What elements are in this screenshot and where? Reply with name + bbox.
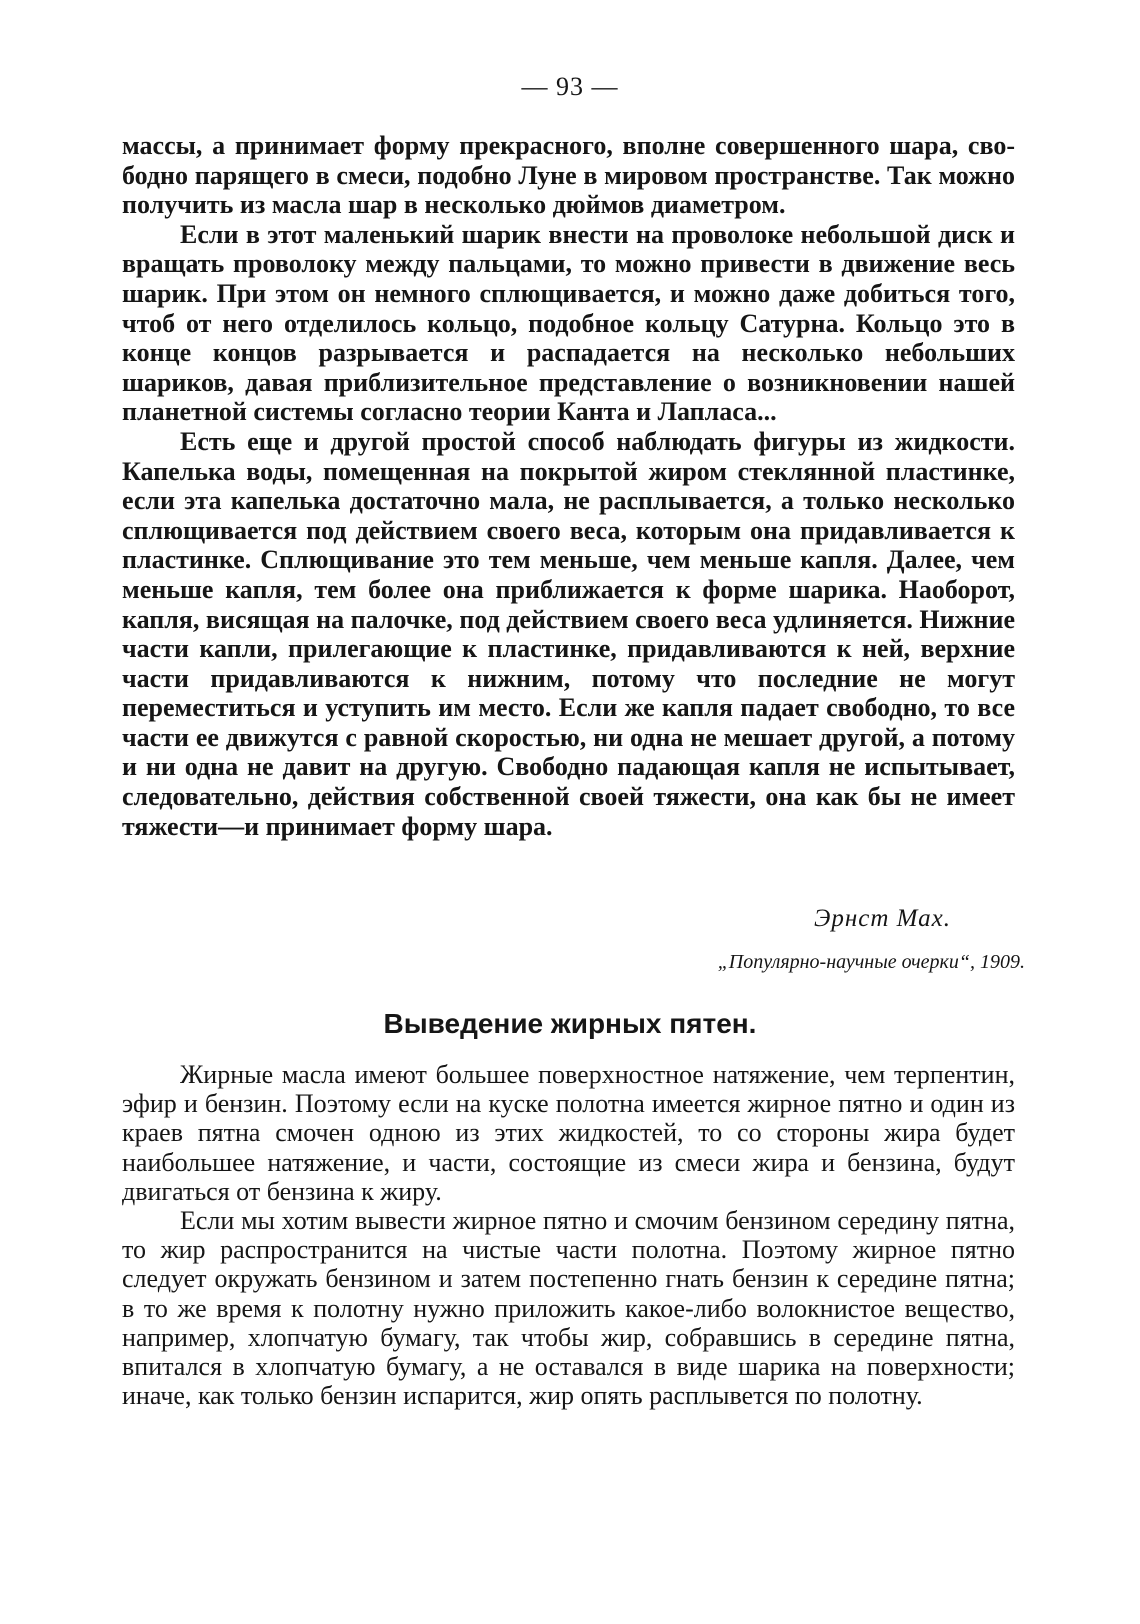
paragraph: Если в этот маленький шарик внести на проволоке небольшой диск и вращать проволоку между пальцами, то можно привести в движение весь шарик. При этом он немного сплющивается, и можно даже добиться того, чтоб от него отделилось кольцо, подобное кольцу Сатурна. Кольцо это в конце концов разрывается и распадается на несколько небольших шариков, давая приблизительное представление о возникновении нашей планетной системы согласно теории Канта и Лапласа... bbox=[122, 219, 1015, 427]
author-name: Эрнст Мах. bbox=[814, 905, 951, 932]
article-mach-text bbox=[122, 131, 1015, 841]
article-grease-stains-text bbox=[122, 1060, 1015, 1410]
paragraph: Если мы хотим вывести жирное пятно и смочим бензином середину пятна, то жир распространится на чистые части полотна. Поэтому жирное пятно следует окружать бензином и затем постепенно гнать бензин к середине пятна; в то же время к полотну нужно приложить какое-либо волокнистое вещество, например, хлопчатую бумагу, так чтобы жир, собравшись в середине пятна, впитался в хлопчатую бумагу, а не оставался в виде шарика на поверхности; иначе, как только бензин испарится, жир опять расплывется по полотну. bbox=[122, 1206, 1015, 1411]
section-heading: Выведение жирных пятен. bbox=[383, 1008, 757, 1039]
attribution bbox=[717, 905, 1025, 974]
paragraph: Жирные масла имеют большее поверхностное натяжение, чем терпентин, эфир и бензин. Поэтому если на куске полотна имеется жирное пятно и один из краев пятна смочен одною из этих жидкостей, то со стороны жира будет наибольшее натяжение, и части, состоящие из смеси жира и бензина, будут двигаться от бензина к жиру. bbox=[122, 1060, 1015, 1206]
paragraph: Есть еще и другой простой способ наблюдать фигуры из жидкости. Капелька воды, помещенная на покрытой жиром стеклянной пластинке, если эта капелька достаточно мала, не расплывается, а только несколько сплющивается под действием своего веса, которым она придавливается к пластинке. Сплющивание это тем меньше, чем меньше капля. Далее, чем меньше капля, тем более она приближается к форме шарика. Наоборот, капля, висящая на палочке, под действием своего веса удлиняется. Нижние части капли, прилегающие к пластинке, придавливаются к ней, верхние части придавливаются к нижним, потому что последние не могут переместиться и уступить им место. Если же капля падает свободно, то все части ее движутся с равной скоростью, ни одна не мешает другой, а потому и ни одна не давит на другую. Свободно падающая капля не испытывает, следовательно, действия собственной своей тяжести, она как бы не имеет тяжести—и принимает форму шара. bbox=[122, 426, 1015, 841]
page-number: — 93 — bbox=[521, 72, 619, 101]
paragraph: массы, а принимает форму прекрасного, вполне совершенного шара, свободно парящего в смеси, подобно Луне в мировом пространстве. Так можно получить из масла шар в несколько дюймов диаметром. bbox=[122, 131, 1015, 220]
source-citation: „Популярно-научные очерки“, 1909. bbox=[717, 951, 1025, 973]
